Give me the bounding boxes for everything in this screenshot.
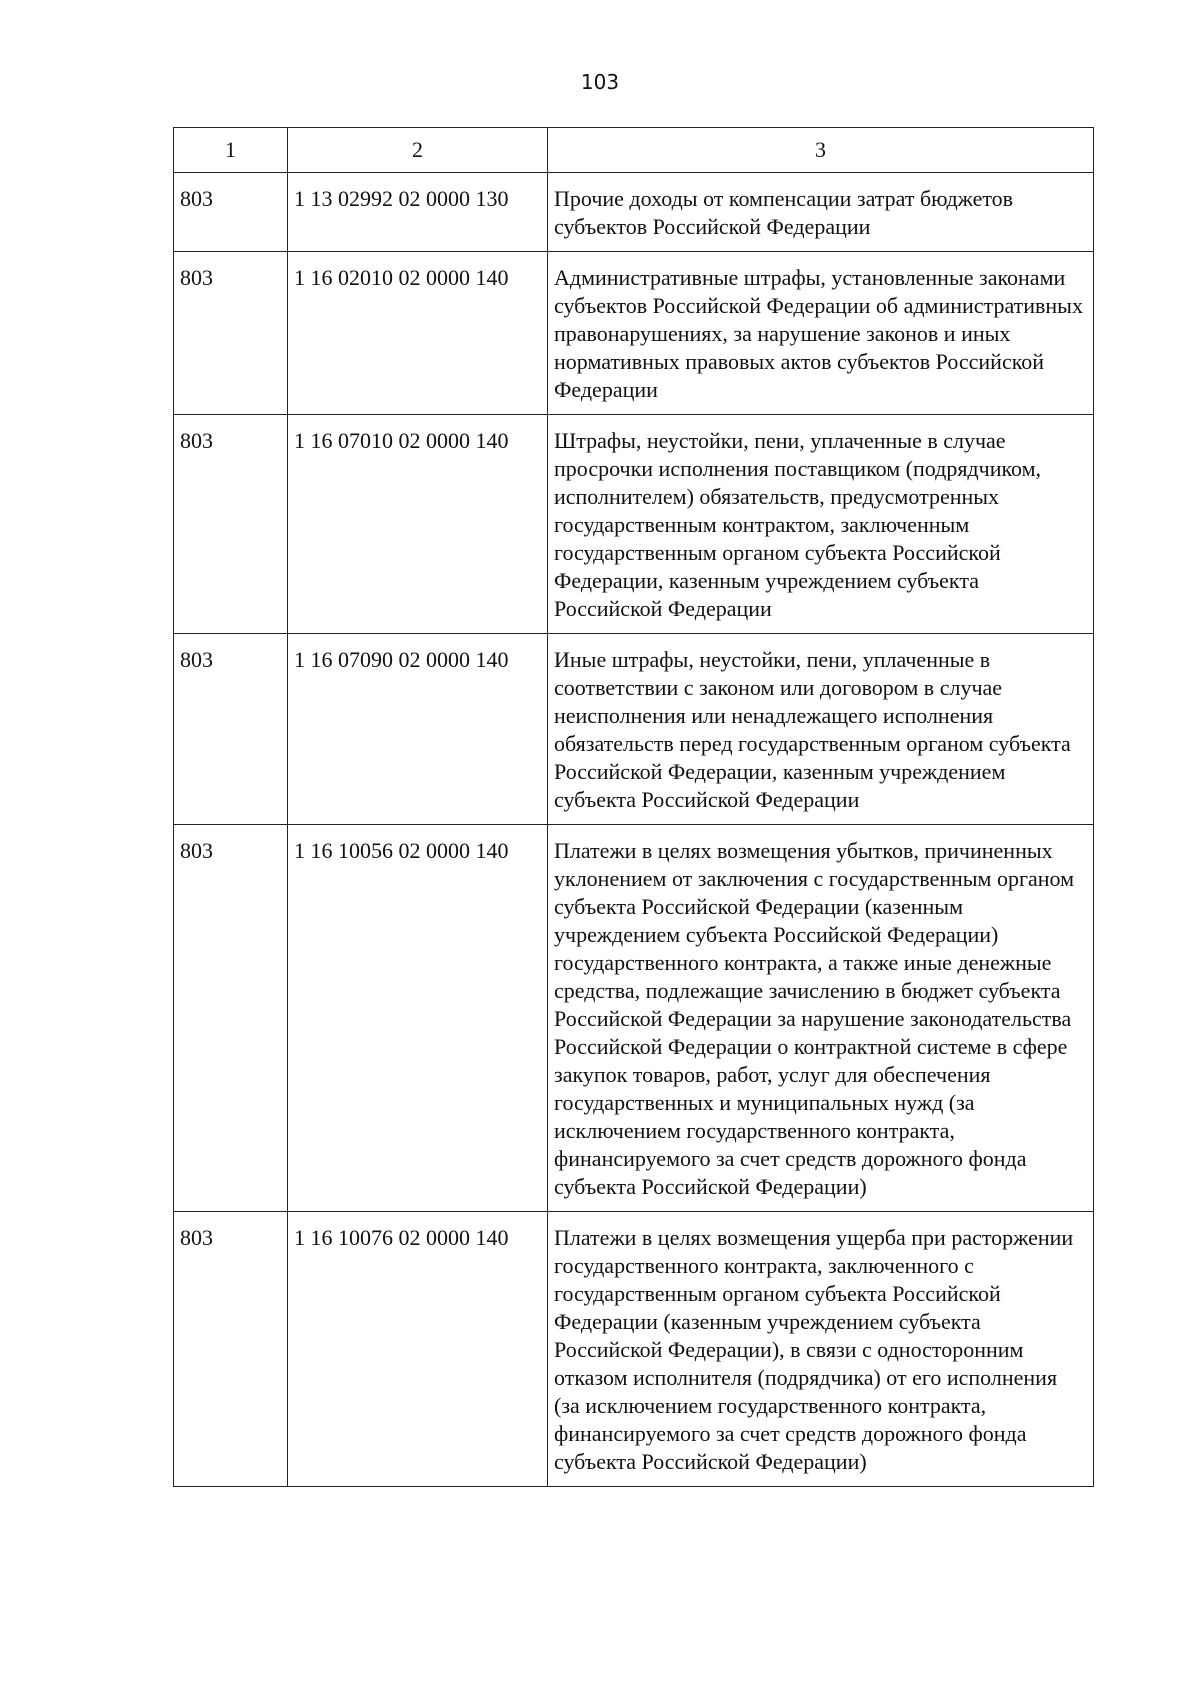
description-cell: Штрафы, неустойки, пени, уплаченные в случае просрочки исполнения поставщиком (подрядчиком, исполнителем) обязательств, предусмотренных государственным контрактом, заключенным государственным органом субъекта Российской Федерации, казенным учреждением субъекта Российской Федерации [548, 415, 1094, 634]
description-cell: Административные штрафы, установленные законами субъектов Российской Федерации об административных правонарушениях, за нарушение законов и иных нормативных правовых актов субъектов Российской Федерации [548, 252, 1094, 415]
revenue-code-cell: 1 16 02010 02 0000 140 [288, 252, 548, 415]
column-header-3: 3 [548, 128, 1094, 173]
table-row [174, 634, 1094, 825]
column-header-2: 2 [288, 128, 548, 173]
column-header-1: 1 [174, 128, 288, 173]
page-number: 103 [580, 70, 620, 94]
admin-code-cell: 803 [174, 252, 288, 415]
admin-code-cell: 803 [174, 825, 288, 1212]
revenue-code-cell: 1 16 10076 02 0000 140 [288, 1212, 548, 1487]
table-row [174, 1212, 1094, 1487]
description-cell: Иные штрафы, неустойки, пени, уплаченные в соответствии с законом или договором в случае неисполнения или ненадлежащего исполнения обязательств перед государственным органом субъекта Российской Федерации, казенным учреждением субъекта Российской Федерации [548, 634, 1094, 825]
description-cell: Платежи в целях возмещения убытков, причиненных уклонением от заключения с государственным органом субъекта Российской Федерации (казенным учреждением субъекта Российской Федерации) государственного контракта, а также иные денежные средства, подлежащие зачислению в бюджет субъекта Российской Федерации за нарушение законодательства Российской Федерации о контрактной системе в сфере закупок товаров, работ, услуг для обеспечения государственных и муниципальных нужд (за исключением государственного контракта, финансируемого за счет средств дорожного фонда субъекта Российской Федерации) [548, 825, 1094, 1212]
table-row [174, 252, 1094, 415]
table-row [174, 825, 1094, 1212]
table-row [174, 173, 1094, 252]
admin-code-cell: 803 [174, 1212, 288, 1487]
revenue-codes-table [173, 127, 1094, 1487]
description-cell: Прочие доходы от компенсации затрат бюджетов субъектов Российской Федерации [548, 173, 1094, 252]
revenue-code-cell: 1 16 07010 02 0000 140 [288, 415, 548, 634]
admin-code-cell: 803 [174, 173, 288, 252]
table-header-row [174, 128, 1094, 173]
table-row [174, 415, 1094, 634]
admin-code-cell: 803 [174, 634, 288, 825]
revenue-code-cell: 1 16 07090 02 0000 140 [288, 634, 548, 825]
admin-code-cell: 803 [174, 415, 288, 634]
description-cell: Платежи в целях возмещения ущерба при расторжении государственного контракта, заключенного с государственным органом субъекта Российской Федерации (казенным учреждением субъекта Российской Федерации), в связи с односторонним отказом исполнителя (подрядчика) от его исполнения (за исключением государственного контракта, финансируемого за счет средств дорожного фонда субъекта Российской Федерации) [548, 1212, 1094, 1487]
revenue-code-cell: 1 13 02992 02 0000 130 [288, 173, 548, 252]
revenue-code-cell: 1 16 10056 02 0000 140 [288, 825, 548, 1212]
